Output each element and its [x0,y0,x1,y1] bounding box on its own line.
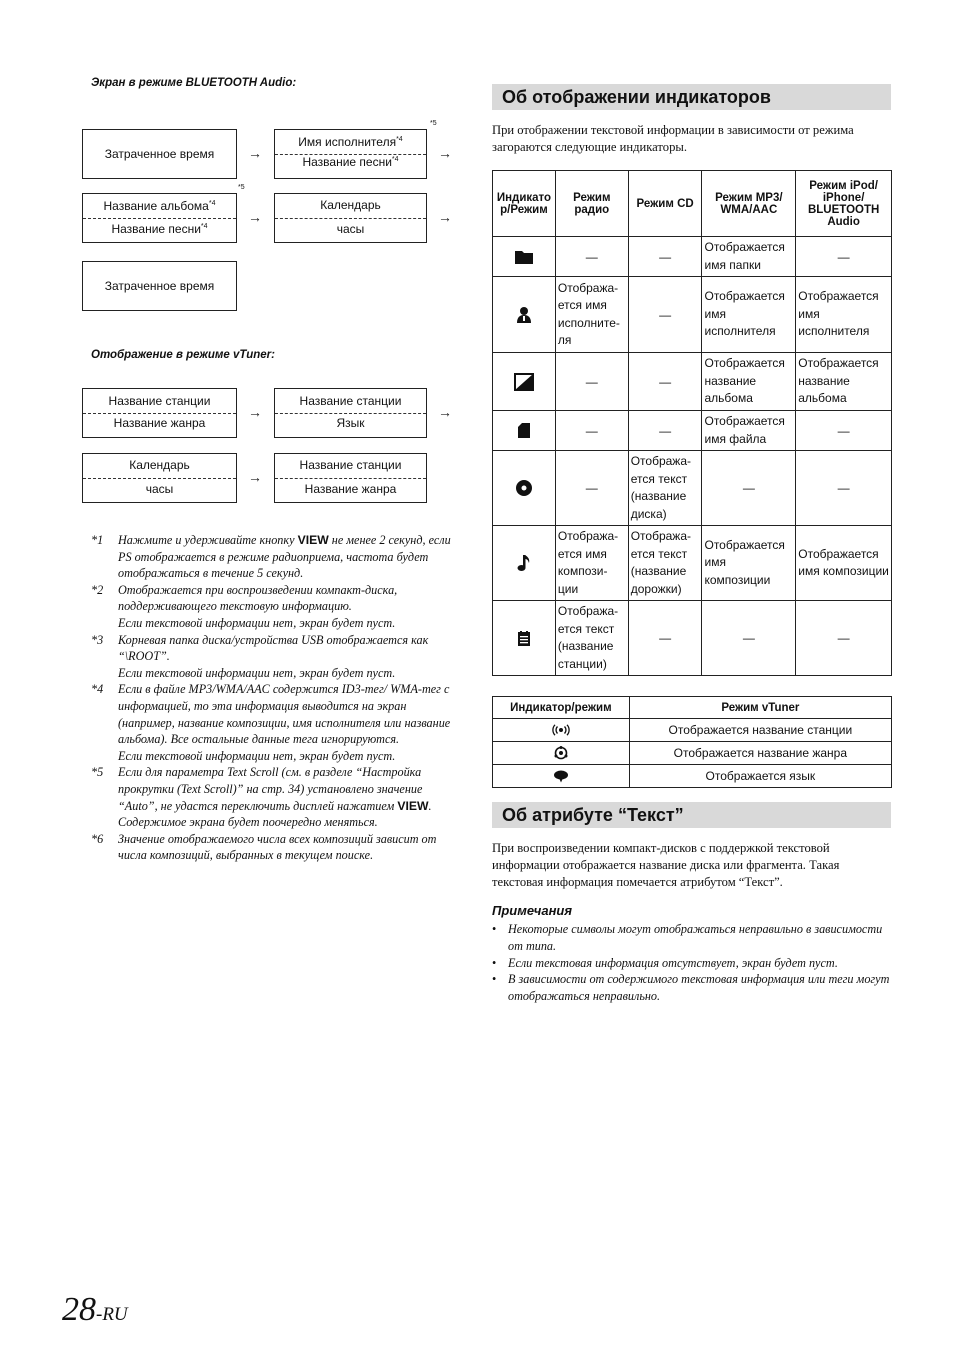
footnotes [91,532,463,864]
vtuner-section-label: Отображение в режиме vTuner: [91,349,275,361]
text-icon [493,601,556,676]
genre-icon [493,742,630,765]
table-row: Отображается язык [493,765,892,788]
table-header-row [493,697,892,719]
col-header: Режим MP3/ WMA/AAC [702,171,796,237]
table-row: Отобража-ется текст (название станции) — — — [493,601,892,676]
table-row: — — Отображается имя файла — [493,411,892,451]
arrow-icon: → [438,209,452,225]
vtuner-box-station-genre: Название станции Название жанра [82,388,237,438]
file-icon [493,411,556,451]
bt-box-album-song: Название альбома$^{*4}$ Название песни$^{*4}$ [82,193,237,243]
footnote-4: *4 Если в файле MP3/WMA/AAC содержится ID3-тег/ WMA-тег с информацией, то эта информация выводится на экран (например, название композиции, имя исполнителя или название альбома). Все остальные данные тега игнорируются. Если текстовой информации нет, экран будет пуст. [91,682,451,763]
footnote-2: *2 Отображается при воспроизведении компакт-диска, поддерживающего текстовую информацию. Если текстовой информации нет, экран будет пуст. [91,582,398,630]
vtuner-box-station-language: Название станции Язык [274,388,427,438]
table-row: — — Отображается имя папки — [493,237,892,277]
table-row: Отображается название станции [493,719,892,742]
col-header: Режим CD [628,171,702,237]
list-item: • Если текстовая информация отсутствует, экран будет пуст. [492,955,838,970]
footnote-5: *5 Если для параметра Text Scroll (см. в разделе “Настройка прокрутки (Text Scroll)” на стр. 34) установлено значение “Auto”, не удастся переключить дисплей нажатием VIEW. Содержимое экрана будет поочередно меняться. [91,765,432,830]
station-icon [493,719,630,742]
col-header: Индикато р/Режим [493,171,556,237]
indicators-table [492,170,892,676]
notes-title: Примечания [492,903,573,918]
list-item: • В зависимости от содержимого текстовая информация или теги могут отображаться неправильно. [492,972,890,1004]
col-header: Режим iPod/ iPhone/ BLUETOOTH Audio [796,171,892,237]
table-row: — — Отображается название альбома Отображается название альбома [493,353,892,411]
vtuner-box-calendar-clock: Календарь часы [82,453,237,503]
album-icon [493,353,556,411]
artist-icon [493,277,556,353]
bt-box-calendar-clock: Календарь часы [274,193,427,243]
bt-box-elapsed-time: Затраченное время [82,129,237,179]
table-row: — Отобража-ется текст (название диска) — — [493,451,892,526]
indicators-heading: Об отображении индикаторов [492,84,891,110]
music-note-icon [493,526,556,601]
indicators-intro: При отображении текстовой информации в зависимости от режима загораются следующие индикаторы. [492,123,854,154]
bt-box-artist-song: Имя исполнителя$^{*4}$ Название песни$^{*4}$ [274,129,427,179]
footnote-mark: *5 [430,120,437,127]
arrow-icon: → [438,145,452,161]
text-attr-intro: При воспроизведении компакт-дисков с поддержкой текстовой информации отображается название диска или фрагмента. Такая текстовая информация помечается атрибутом “Текст”. [492,841,840,889]
arrow-icon: → [248,209,262,225]
table-row: Отобража-ется имя исполните-ля — Отображается имя исполнителя Отображается имя исполнителя [493,277,892,353]
list-item: • Некоторые символы могут отображаться неправильно в зависимости от типа. [492,922,883,953]
vtuner-indicator-table [492,696,892,788]
notes-list [492,921,892,1005]
arrow-icon: → [248,404,262,420]
col-header: Режим радио [555,171,628,237]
text-attr-heading: Об атрибуте “Текст” [492,802,891,828]
language-icon [493,765,630,788]
vtuner-box-station-genre-2: Название станции Название жанра [274,453,427,503]
bt-section-label: Экран в режиме BLUETOOTH Audio: [91,77,297,89]
folder-icon [493,237,556,277]
page-number: 28-RU [62,1291,128,1328]
col-header: Индикатор/режим [493,697,630,719]
footnote-1: *1 Нажмите и удерживайте кнопку VIEW не менее 2 секунд, если PS отображается в режиме радиоприема, частота будет отображаться в течение 5 секунд. [91,533,451,581]
footnote-6: *6 Значение отображаемого числа всех композиций зависит от числа композиций, выбранных в текущем поиске. [91,831,437,863]
table-header-row [493,171,892,237]
bt-box-elapsed-time-2: Затраченное время [82,261,237,311]
footnote-mark: *5 [238,184,245,191]
table-row: Отображается название жанра [493,742,892,765]
disc-icon [493,451,556,526]
col-header: Режим vTuner [629,697,891,719]
table-row: Отобража-ется имя компози-ции Отобража-ется текст (название дорожки) Отображается имя композиции Отображается имя композиции [493,526,892,601]
arrow-icon: → [438,404,452,420]
footnote-3: *3 Корневая папка диска/устройства USB отображается как “\ROOT”. Если текстовой информации нет, экран будет пуст. [91,632,429,680]
arrow-icon: → [248,145,262,161]
arrow-icon: → [248,469,262,485]
